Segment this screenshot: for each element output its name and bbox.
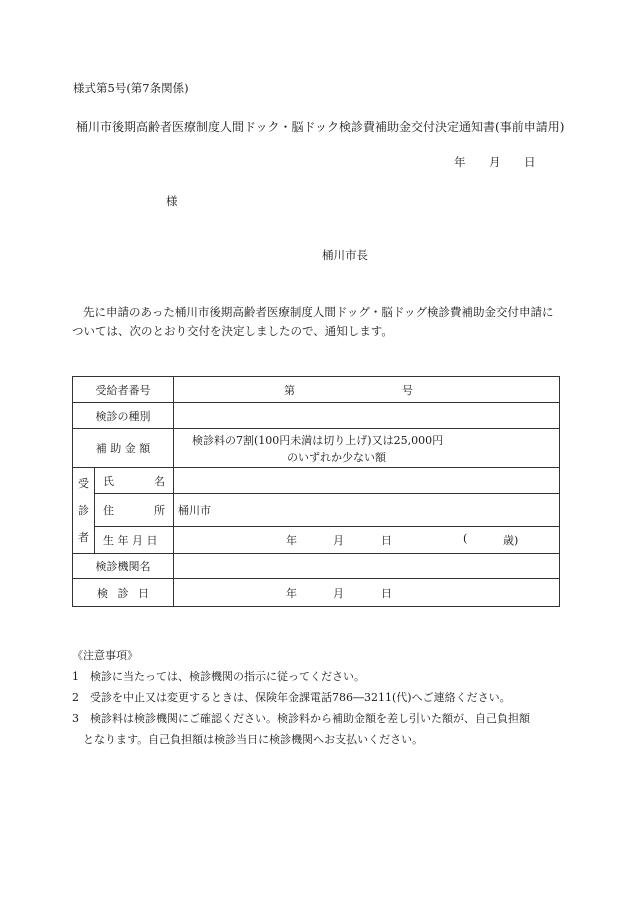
exam-type-label: 検診の種別	[73, 403, 174, 429]
date-month-label: 月	[489, 155, 501, 169]
table-row	[73, 579, 560, 607]
institution-field	[174, 554, 560, 579]
recipient-number-prefix: 第	[284, 384, 295, 397]
notes-heading: 《注意事項》	[72, 649, 138, 662]
birthdate-field	[174, 527, 560, 554]
table-row	[73, 429, 560, 468]
birth-year-label: 年	[286, 534, 297, 547]
form-number: 様式第5号(第7条関係)	[73, 81, 189, 95]
body-text-line-2: ついては、次のとおり交付を決定しましたので、通知します。	[72, 324, 393, 338]
age-open-paren: (	[463, 532, 468, 545]
table-row	[73, 527, 560, 554]
examinee-char-3: 者	[78, 531, 89, 544]
exam-type-field	[174, 403, 560, 429]
subsidy-amount-field	[174, 429, 560, 468]
institution-label: 検診機関名	[73, 554, 174, 579]
exam-month-label: 月	[333, 587, 344, 600]
exam-year-label: 年	[286, 587, 297, 600]
notes-item-1: 1 検診に当たっては、検診機関の指示に従ってください。	[72, 670, 365, 683]
address-label	[95, 494, 174, 527]
address-value: 桶川市	[178, 504, 211, 517]
recipient-number-suffix: 号	[402, 384, 413, 397]
document-title: 桶川市後期高齢者医療制度人間ドック・脳ドック検診費補助金交付決定通知書(事前申請用)	[76, 120, 565, 134]
examinee-char-1: 受	[78, 477, 89, 490]
table-row	[73, 403, 560, 429]
exam-date-char-2: 診	[117, 586, 129, 600]
table-row	[73, 554, 560, 579]
notes-item-3-continued: となります。自己負担額は検診当日に検診機関へお支払いください。	[72, 733, 424, 746]
recipient-number-label: 受給者番号	[73, 377, 174, 403]
birth-day-label: 日	[381, 534, 392, 547]
birthdate-label-text: 生 年 月 日	[103, 534, 158, 547]
address-field	[174, 494, 560, 527]
name-field	[174, 468, 560, 494]
address-label-char-1: 住	[103, 504, 114, 517]
examinee-group-label	[73, 468, 95, 554]
exam-date-field	[174, 579, 560, 607]
table-row	[73, 494, 560, 527]
birth-month-label: 月	[333, 534, 344, 547]
recipient-number-field	[174, 377, 560, 403]
exam-date-char-3: 日	[138, 586, 149, 600]
notes-section	[72, 645, 530, 750]
exam-date-char-1: 検	[97, 586, 108, 600]
table-row	[73, 377, 560, 403]
notes-item-2: 2 受診を中止又は変更するときは、保険年金課電話786―3211(代)へご連絡ください。	[72, 691, 511, 704]
addressee-suffix: 様	[166, 194, 178, 208]
birthdate-label	[95, 527, 174, 554]
age-suffix: 歳)	[503, 534, 519, 547]
address-label-char-2: 所	[154, 504, 165, 517]
sender-name: 桶川市長	[322, 248, 368, 262]
name-label-char-2: 名	[154, 474, 165, 488]
date-year-label: 年	[454, 155, 466, 169]
subsidy-amount-label: 補 助 金 額	[73, 429, 174, 468]
table-row	[73, 468, 560, 494]
exam-date-label	[73, 579, 174, 607]
name-label	[95, 468, 174, 494]
subsidy-info-table	[72, 376, 560, 607]
body-text-line-1: 先に申請のあった桶川市後期高齢者医療制度人間ドッグ・脳ドッグ検診費補助金交付申請に	[83, 305, 554, 319]
subsidy-amount-line-2: のいずれか少ない額	[287, 451, 386, 464]
exam-day-label: 日	[381, 587, 392, 600]
examinee-char-2: 診	[78, 504, 89, 517]
date-day-label: 日	[524, 155, 536, 169]
name-label-char-1: 氏	[103, 474, 114, 488]
notes-item-3: 3 検診料は検診機関にご確認ください。検診料から補助金額を差し引いた額が、自己負担額	[72, 712, 530, 725]
subsidy-amount-line-1: 検診料の7割(100円未満は切り上げ)又は25,000円	[192, 434, 444, 447]
